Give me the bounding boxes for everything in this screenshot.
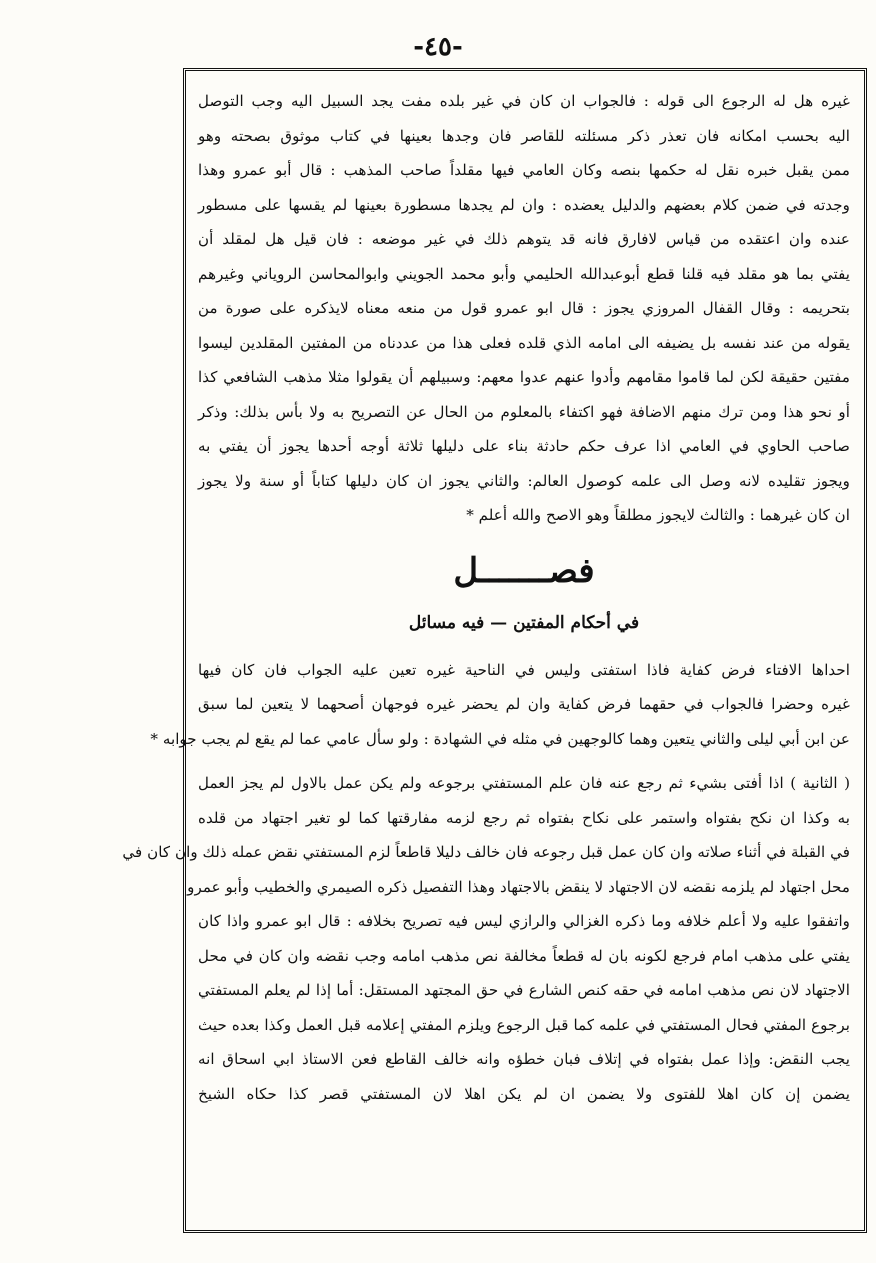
paragraph-first-issue (150, 653, 850, 757)
text-line: يفتي على مذهب امام فرجع لكونه بان له قطعاً مخالفة نص مذهب امامه وجب نقضه وان كان في محل (198, 946, 850, 965)
text-line: الاجتهاد لان نص مذهب امامه في حقه كنص الشارع في حق المجتهد المستقل: أما إذا لم يعلم المستفتي (198, 981, 850, 999)
text-line: عن ابن أبي ليلى والثاني يتعين وهما كالوجهين في مثله في الشهادة : ولو سأل عامي عما لم يقع لم يجب جوابه * (150, 729, 850, 748)
text-line: برجوع المفتي فحال المستفتي في علمه كما قبل الرجوع ويلزم المفتي إعلامه قبل العمل وكذا بعده حيث (198, 1015, 850, 1034)
text-line: يضمن إن كان اهلا للفتوى ولا يضمن ان لم يكن اهلا لان المستفتي قصر كذا حكاه الشيخ (198, 1084, 850, 1103)
text-line: غيره هل له الرجوع الى قوله : فالجواب ان كان في غير بلده مفت يجد السبيل اليه وجب التوصل (198, 92, 850, 110)
page-number: -٤٥- (413, 32, 463, 62)
text-line: عنده وان اعتقده من قياس لافارق فانه قد يتوهم ذلك في غير موضعه : فان قيل هل لمقلد أن (198, 230, 850, 248)
text-line: يقوله من عند نفسه بل يضيفه الى امامه الذي قلده فعلى هذا من عددناه من المفتين المقلدين ليسوا (198, 333, 850, 352)
text-line: اليه بحسب امكانه فان تعذر ذكر مسئلته للقاصر فان وجدها بعينها في كتاب موثوق بصحته وهو (198, 126, 850, 145)
text-line: في القبلة في أثناء صلاته وان كان عمل قبل رجوعه فان خالف دليلا قاطعاً لزم المستفتي نقض عمله ذلك وان كان في (122, 843, 850, 861)
text-line: ان كان غيرهما : والثالث لايجوز مطلقاً وهو الاصح والله أعلم * (466, 506, 850, 524)
text-line: أو نحو هذا ومن ترك منهم الاضافة فهو اكتفاء بالمعلوم من الحال عن التصريح به ولا بأس بذلك: وذكر (198, 402, 850, 421)
text-line: غيره وحضرا فالجواب في حقهما فرض كفاية وان لم يحضر غيره فوجهان أصحهما لا يتعين لما سبق (198, 695, 850, 713)
page-text-body (122, 84, 850, 1111)
paragraph-second-issue (122, 766, 850, 1111)
text-line: وجدته في ضمن كلام بعضهم والدليل يعضده : وان لم يجدها مسطورة بعينها لم يقسها على مسطور (198, 195, 850, 214)
text-line: مفتين حقيقة لكن لما قاموا مقامهم وأدوا عنهم عدوا معهم: وسبيلهم أن يقولوا مثلا مذهب الشافعي كذا (198, 368, 850, 386)
text-line: يجب النقض: وإذا عمل بفتواه في إتلاف فبان خطؤه وانه خالف القاطع فعن الاستاذ ابي اسحاق انه (198, 1050, 850, 1068)
section-heading: فصـــــــل (453, 550, 595, 591)
paragraph-gap (198, 756, 850, 766)
section-subtitle: في أحكام المفتين — فيه مسائل (408, 612, 640, 633)
text-line: به وكذا ان نكح بفتواه واستمر على نكاح بفتواه ثم رجع لزمه مفارقتها كما لو تغير اجتهاد من قلده (198, 808, 850, 827)
paragraph-continuation (198, 84, 850, 533)
text-line: ممن يقبل خبره نقل له حكمها بنصه وكان العامي فيها مقلداً صاحب المذهب : قال أبو عمرو وهذا (198, 161, 850, 179)
text-line: يفتي بما هو مقلد فيه قلنا قطع أبوعبدالله الحليمي وأبو محمد الجويني وابوالمحاسن الروياني وغيرهم (198, 264, 850, 283)
text-line: ويجوز تقليده لانه وصل الى علمه كوصول العالم: والثاني يجوز ان كان دليلها كتاباً أو سنة ولا يجوز (198, 471, 850, 490)
text-line: بتحريمه : وقال القفال المروزي يجوز : قال ابو عمرو قول من منعه معناه لايذكره على صورة من (198, 299, 850, 317)
text-line: واتفقوا عليه ولا أعلم خلافه وما ذكره الغزالي والرازي ليس فيه تصريح بخلافه : قال ابو عمرو واذا كان (198, 912, 850, 930)
text-line: صاحب الحاوي في العامي اذا عرف حكم حادثة بناء على دليلها ثلاثة أوجه أحدها يجوز أن يفتي به (198, 437, 850, 455)
text-line: احداها الافتاء فرض كفاية فاذا استفتى وليس في الناحية غيره تعين عليه الجواب فان كان فيها (198, 660, 850, 679)
text-line: ( الثانية ) اذا أفتى بشيء ثم رجع عنه فان علم المستفتي برجوعه ولم يكن عمل بالاول لم يجز العمل (198, 774, 850, 792)
text-line: محل اجتهاد لم يلزمه نقضه لان الاجتهاد لا ينقض بالاجتهاد وهذا التفصيل ذكره الصيمري والخطيب وأبو عمرو (187, 877, 850, 896)
